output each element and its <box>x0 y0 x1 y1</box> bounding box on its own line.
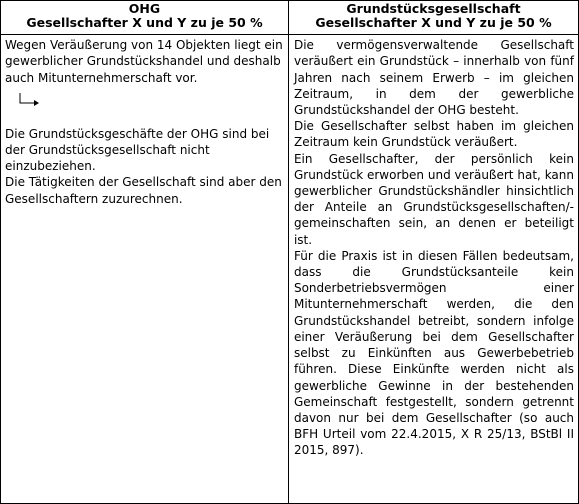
header-grundstuecksgesellschaft <box>288 1 578 35</box>
header-ohg-subtitle: Gesellschafter X und Y zu je 50 % <box>26 15 263 30</box>
bent-arrow-right-icon <box>19 92 41 110</box>
arrow-container <box>5 86 285 126</box>
gg-cell <box>288 35 578 504</box>
header-ohg <box>1 1 289 35</box>
header-ohg-title: OHG <box>128 1 161 16</box>
ohg-cell <box>1 35 289 504</box>
gg-para-3: Ein Gesellschafter, der persönlich kein Grundstück erworben und veräußert hat, kann gewerblicher Grundstückshändler hinsichtlich der Anteile an Grundstücksgesellschaften/-gemeinschaften sein, an denen er beteiligt ist. <box>293 151 574 247</box>
gg-para-4: Für die Praxis ist in diesen Fällen bedeutsam, dass die Grundstücksanteile kein Sonderbetriebsvermögen einer Mitunternehmerschaft werden, die den Grundstückshandel betreibt, sondern infolge einer Veräußerung bei dem Gesellschafter selbst zu Einkünften aus Gewerbebetrieb führen. Diese Einkünfte werden nicht als gewerbliche Gewinne in der bestehenden Gemeinschaft festgestellt, sondern getrennt davon nur bei dem Gesellschafter (so auch BFH Urteil vom 22.4.2015, X R 25/13, BStBl II 2015, 897). <box>293 248 574 458</box>
ohg-para-2: Die Grundstücksgeschäfte der OHG sind bei der Grundstücksgesellschaft nicht einzubeziehen. <box>5 126 270 174</box>
ohg-para-3: Die Tätigkeiten der Gesellschaft sind aber den Gesellschaftern zuzurechnen. <box>5 175 282 206</box>
header-gg-subtitle: Gesellschafter X und Y zu je 50 % <box>315 15 552 30</box>
header-row <box>1 1 579 35</box>
ohg-para-1: Wegen Veräußerung von 14 Objekten liegt ein gewerblicher Grundstückshandel und deshalb auch Mitunternehmerschaft vor. <box>5 38 283 85</box>
gg-para-1: Die vermögensverwaltende Gesellschaft veräußert ein Grundstück – innerhalb von fünf Jahren nach seinem Erwerb – im gleichen Zeitraum, in dem der gewerbliche Grundstückshandel der OHG besteht. <box>293 38 574 118</box>
gg-para-2: Die Gesellschafter selbst haben im gleichen Zeitraum kein Grundstück veräußert. <box>293 119 574 150</box>
header-gg-title: Grundstücksgesellschaft <box>346 1 521 16</box>
body-row <box>1 35 579 504</box>
